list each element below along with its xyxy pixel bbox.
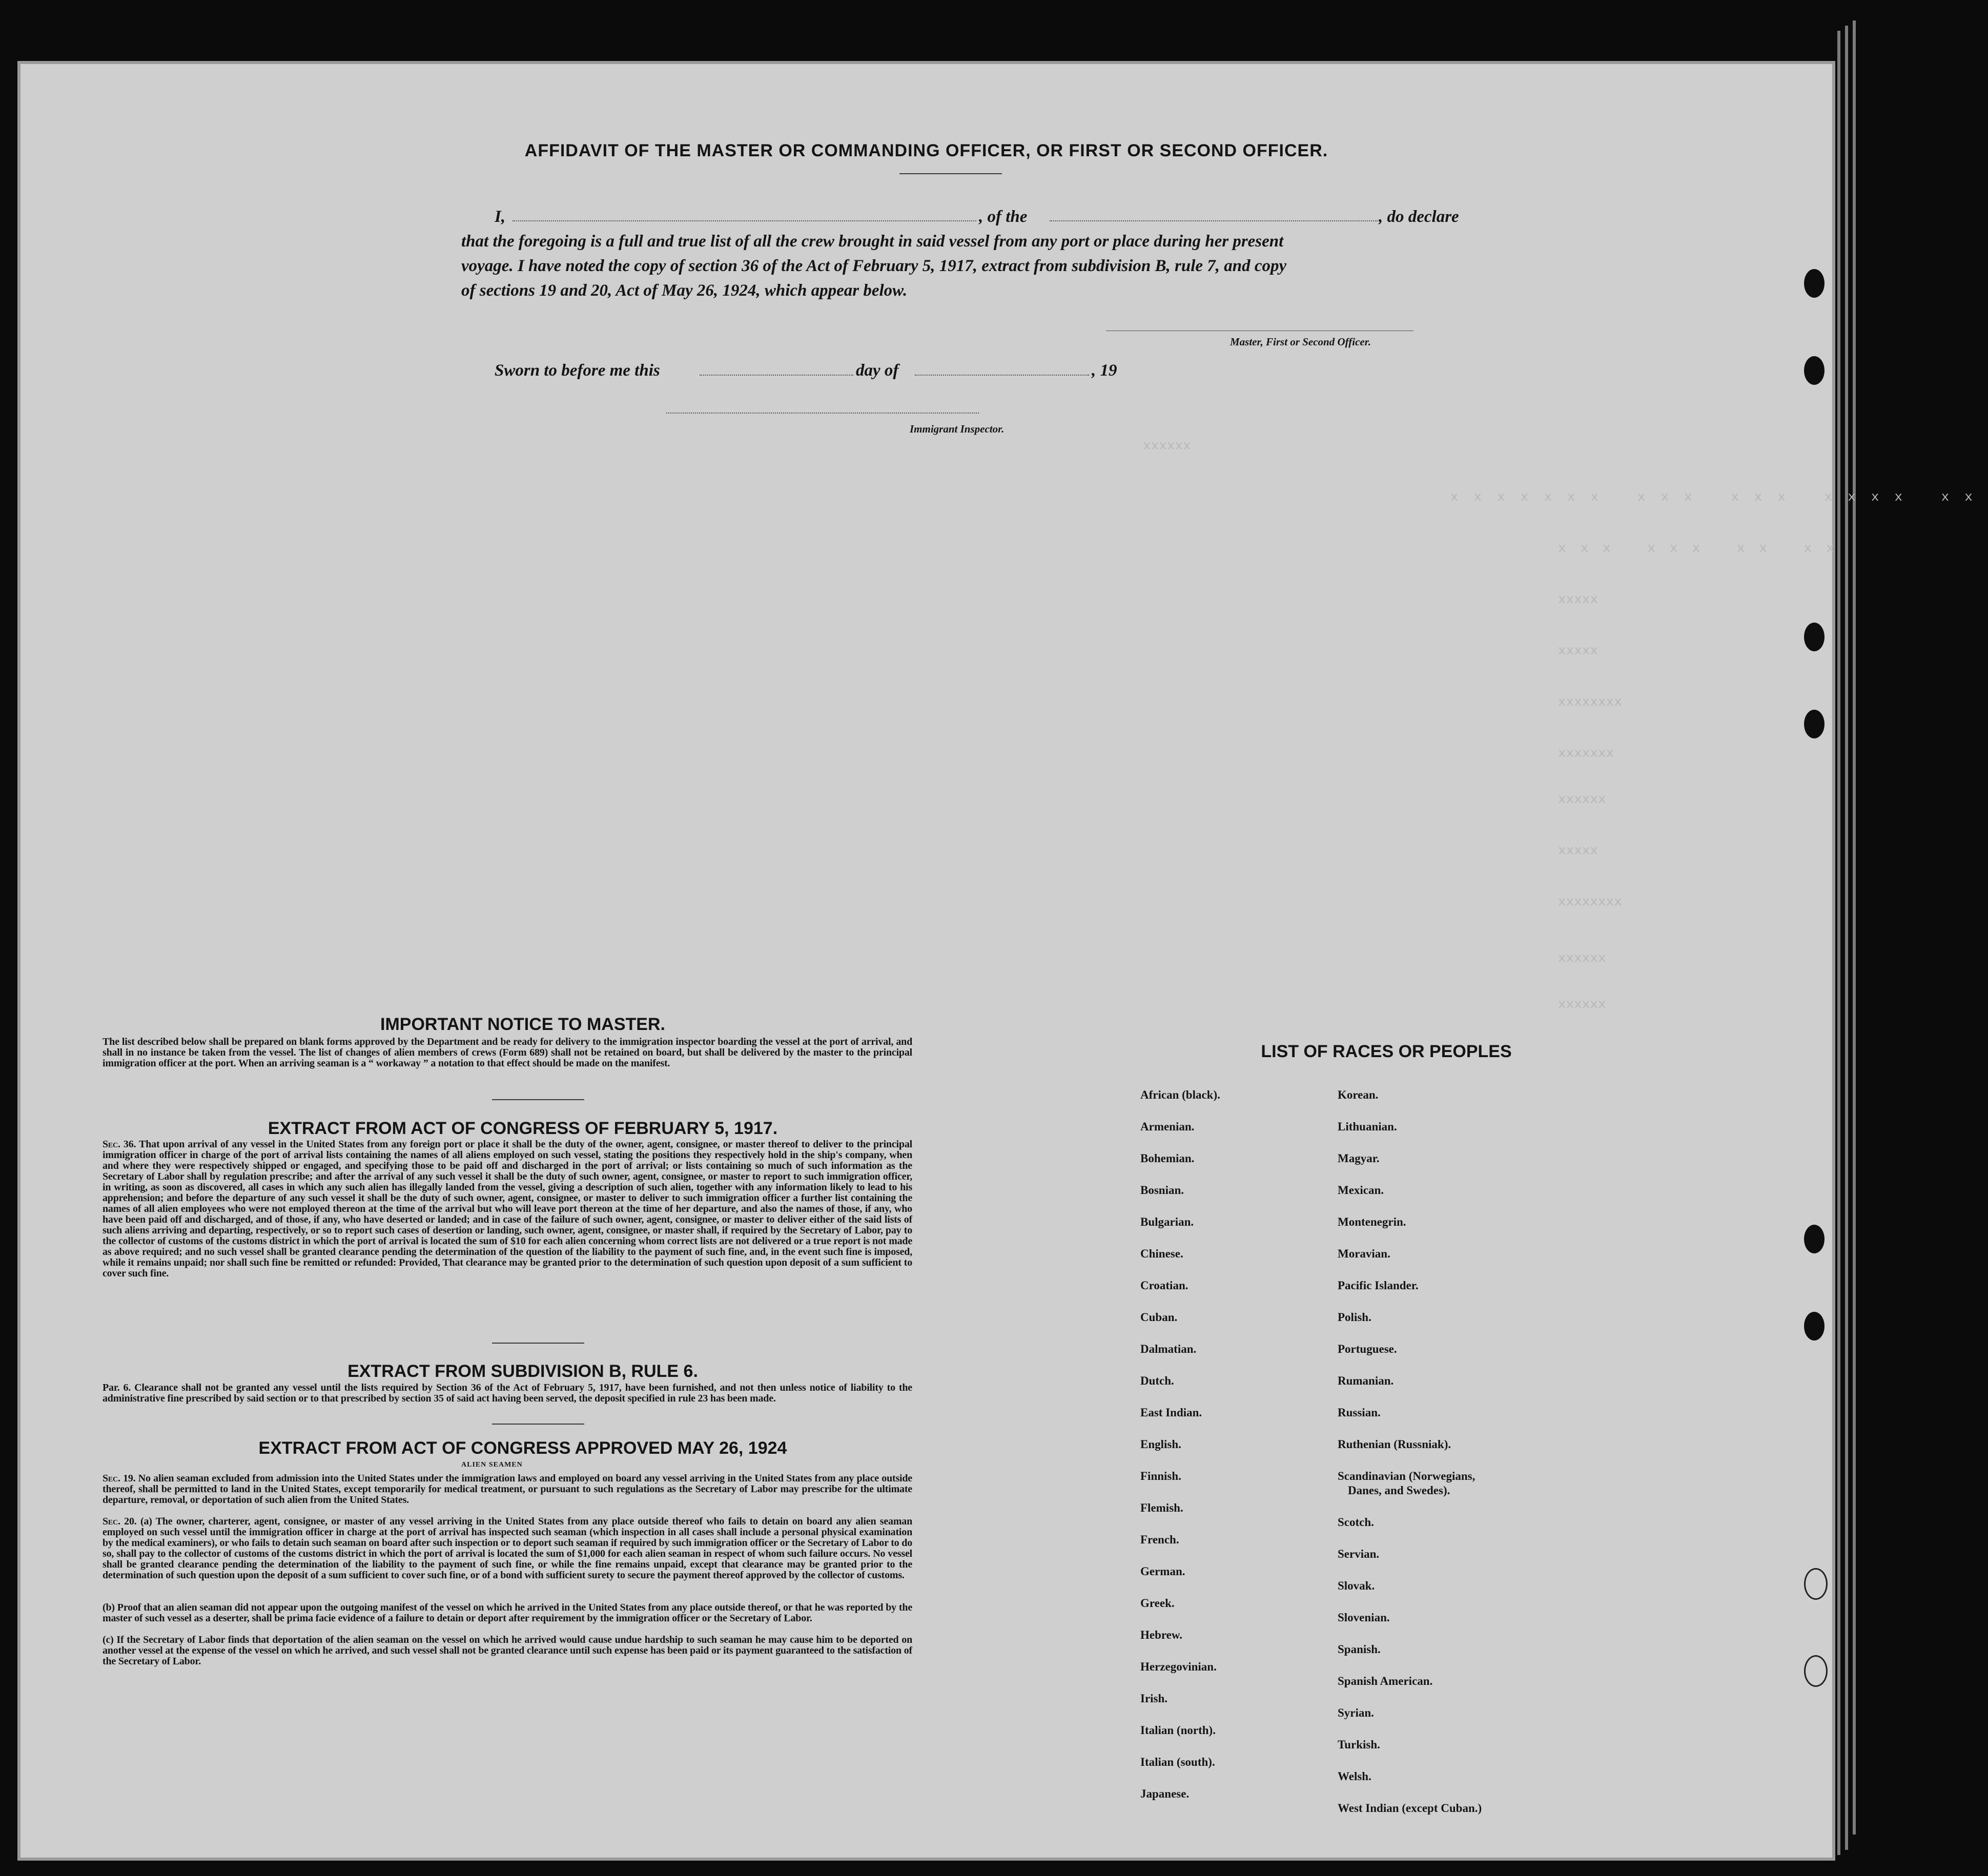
- bleed-through-text: xxxxx: [1558, 843, 1598, 858]
- race-item: Lithuanian.: [1338, 1120, 1397, 1133]
- punch-hole: [1804, 1568, 1828, 1600]
- race-item: Herzegovinian.: [1140, 1660, 1217, 1673]
- race-item: Greek.: [1140, 1597, 1175, 1610]
- punch-hole: [1804, 1225, 1825, 1253]
- race-item: Cuban.: [1140, 1311, 1178, 1324]
- punch-hole: [1804, 1312, 1825, 1341]
- race-item: Ruthenian (Russniak).: [1338, 1438, 1451, 1451]
- extract-1924-sec20a-body: (a) The owner, charterer, agent, consignee, or master of any vessel arriving in the United States from any place outside thereof who fails to detain on board any alien seaman employed on such vessel until the immigration officer in charge at the port of arrival has inspected such seaman (which inspection in all cases shall include a personal physical examination by the medical examiners), or who fails to detain such seaman on board after such inspection or to deport such seaman if required by such immigration officer or the Secretary of Labor to do so, shall pay to the collector of customs of the customs district in which the port of arrival is located the sum of $1,000 for each alien seaman in respect of whom such failure occurs. No vessel shall be granted clearance pending the determination of the liability to the payment of such fine, or while the fine remains unpaid, except that clearance may be granted prior to the determination of such question upon the deposit of a sum sufficient to cover such fine, or of a bond with sufficient surety to secure the payment thereof approved by the collector of customs.: [103, 1516, 913, 1581]
- race-item: Rumanian.: [1338, 1374, 1394, 1387]
- race-item: West Indian (except Cuban.): [1338, 1802, 1482, 1815]
- extract-1924-subtitle: ALIEN SEAMEN: [461, 1461, 523, 1469]
- race-item: Flemish.: [1140, 1501, 1183, 1514]
- decl-of-the-label: , of the: [979, 208, 1028, 226]
- bleed-through-text: xxxxxx: [1558, 792, 1606, 807]
- divider: [492, 1343, 584, 1344]
- sworn-year-label: , 19: [1092, 361, 1117, 380]
- race-item: German.: [1140, 1565, 1185, 1578]
- sworn-month-field[interactable]: [915, 375, 1089, 376]
- race-item: African (black).: [1140, 1088, 1220, 1101]
- document-page: [21, 64, 1988, 1858]
- race-item: Bohemian.: [1140, 1152, 1195, 1165]
- inspector-signature-field[interactable]: [666, 413, 979, 414]
- race-item: Slovak.: [1338, 1579, 1375, 1592]
- extract-1924-sec19-label: Sec. 19.: [103, 1473, 136, 1484]
- bleed-through-text: xxxxxx: [1558, 951, 1606, 966]
- race-item: Turkish.: [1338, 1738, 1380, 1751]
- race-item: Hebrew.: [1140, 1628, 1182, 1641]
- race-item: Dalmatian.: [1140, 1343, 1197, 1355]
- race-item: Moravian.: [1338, 1247, 1390, 1260]
- bleed-through-text: xxxxxx: [1558, 997, 1606, 1012]
- decl-declare-label: , do declare: [1379, 208, 1459, 226]
- race-item: Montenegrin.: [1338, 1215, 1406, 1228]
- extract-1924-sec20c: (c) If the Secretary of Labor finds that deportation of the alien seaman on the vessel on which he arrived would cause undue hardship to such seaman he may cause him to be deported on another vessel at the expense of the vessel on which he arrived, and such vessel shall not be granted clearance until such expense has been paid or its payment guaranteed to the satisfaction of the Secretary of Labor.: [103, 1634, 912, 1667]
- race-item: French.: [1140, 1533, 1179, 1546]
- race-item: Scandinavian (Norwegians,: [1338, 1470, 1475, 1482]
- race-item: Irish.: [1140, 1692, 1168, 1705]
- race-item: English.: [1140, 1438, 1181, 1451]
- race-item: Slovenian.: [1338, 1611, 1390, 1624]
- punch-hole: [1804, 356, 1825, 385]
- race-item: Italian (north).: [1140, 1724, 1216, 1737]
- race-item: Spanish American.: [1338, 1675, 1433, 1687]
- extract-1924-sec19: [103, 1473, 912, 1506]
- decl-line-3: voyage. I have noted the copy of section 36 of the Act of February 5, 1917, extract from subdivision B, rule 7, and copy: [461, 257, 1287, 275]
- extract-1917-title: EXTRACT FROM ACT OF CONGRESS OF FEBRUARY 5, 1917.: [268, 1119, 778, 1138]
- race-item: Dutch.: [1140, 1374, 1174, 1387]
- races-left-column: [1140, 1088, 1220, 1819]
- race-item: Scotch.: [1338, 1516, 1374, 1529]
- races-right-column: [1338, 1088, 1482, 1833]
- race-item: Croatian.: [1140, 1279, 1188, 1292]
- race-item: Japanese.: [1140, 1787, 1190, 1800]
- bleed-through-text: xxxxxxxx: [1558, 694, 1622, 710]
- bleed-through-text: xxxxxxx xxx xxx xxxx xx: [1450, 489, 1988, 505]
- sworn-prefix-label: Sworn to before me this: [495, 361, 660, 380]
- extract-rule6-text: Par. 6. Clearance shall not be granted any vessel until the lists required by Section 36 of the Act of February 5, 1917, have been furnished, and not then unless notice of liability to the administrative fine prescribed by said section or to that prescribed by section 35 of said act having been served, the deposit specified in rule 23 has been made.: [103, 1382, 912, 1404]
- master-signature-label: Master, First or Second Officer.: [1230, 336, 1371, 348]
- master-name-field[interactable]: [513, 220, 976, 221]
- divider: [492, 1099, 584, 1100]
- decl-line-4: of sections 19 and 20, Act of May 26, 1924, which appear below.: [461, 281, 908, 300]
- decl-line-2: that the foregoing is a full and true list of all the crew brought in said vessel from any port or place during her present: [461, 232, 1284, 251]
- sworn-day-field[interactable]: [700, 375, 853, 376]
- sheet-edge: [1845, 26, 1848, 1850]
- race-item: Mexican.: [1338, 1184, 1384, 1197]
- race-item: Russian.: [1338, 1406, 1381, 1419]
- race-item: Bulgarian.: [1140, 1215, 1194, 1228]
- bleed-through-text: xxxxx: [1558, 643, 1598, 658]
- extract-rule6-title: EXTRACT FROM SUBDIVISION B, RULE 6.: [347, 1362, 698, 1381]
- notice-text: The list described below shall be prepared on blank forms approved by the Department and be ready for delivery to the immigration inspector boarding the vessel at the port of arrival, and shall in no instance be taken from the vessel. The list of changes of alien members of crews (Form 689) shall not be retained on board, but shall be delivered by the master to the principal immigration officer at the port. When an arriving seaman is a “ workaway ” a notation to that effect should be made on the manifest.: [103, 1036, 912, 1069]
- race-item: Italian (south).: [1140, 1756, 1215, 1768]
- race-item: Spanish.: [1338, 1643, 1381, 1656]
- punch-hole: [1804, 623, 1825, 651]
- punch-hole: [1804, 1655, 1828, 1687]
- extract-1917-body: That upon arrival of any vessel in the United States from any foreign port or place it shall be the duty of the owner, agent, consignee, or master thereof to deliver to the principal immigration officer in charge of the port of arrival lists containing the names of all aliens employed on such vessel, stating the positions they respectively hold in the ship's company, when and where they were respectively shipped or engaged, and specifying those to be paid off and discharged in the port of arrival; or lists containing so much of such information as the Secretary of Labor shall by regulation prescribe; and after the arrival of any such vessel it shall be the duty of such owner, agent, consignee, or master to report to such immigration officer, in writing, as soon as discovered, all cases in which any such alien has illegally landed from the vessel, giving a description of such alien, together with any information likely to lead to his apprehension; and before the departure of any such vessel it shall be the duty of such owner, agent, consignee, or master to deliver to such immigration officer a further list containing the names of all alien employees who were not employed thereon at the time of the arrival but who will leave port thereon at the time of her departure, and also the names of those, if any, who have been paid off and discharged, and of those, if any, who have deserted or landed; and in case of the failure of such owner, agent, consignee, or master to deliver either of the said lists of such aliens arriving and departing, respectively, or so to report such cases of desertion or landing, such owner, agent, consignee, or master shall, if required by the Secretary of Labor, pay to the collector of customs of the customs district in which the port of arrival is located the sum of $10 for each alien concerning whom correct lists are not delivered or a true report is not made as above required; and no such vessel shall be granted clearance pending the determination of the question of the liability to the payment of such fine, and, in the event such fine is imposed, while it remains unpaid; nor shall such fine be remitted or refunded: Provided, That clearance may be granted prior to the determination of such question upon deposit of a sum sufficient to cover such fine.: [103, 1139, 912, 1279]
- affidavit-title: AFFIDAVIT OF THE MASTER OR COMMANDING OFFICER, OR FIRST OR SECOND OFFICER.: [524, 141, 1328, 160]
- bleed-through-text: xxxxxxxx: [1558, 894, 1622, 910]
- vessel-name-field[interactable]: [1050, 220, 1378, 221]
- race-item: Korean.: [1338, 1088, 1379, 1101]
- extract-1924-sec20-label: Sec. 20.: [103, 1516, 137, 1527]
- race-item: Pacific Islander.: [1338, 1279, 1419, 1292]
- extract-1924-sec19-body: No alien seaman excluded from admission into the United States under the immigration laws and employed on board any vessel arriving in the United States from any place outside thereof, shall be permitted to land in the United States, except temporarily for medical treatment, or pursuant to such regulations as the Secretary of Labor may prescribe for the ultimate departure, removal, or deportation of such alien from the United States.: [103, 1473, 912, 1506]
- race-item: Chinese.: [1140, 1247, 1183, 1260]
- race-item: Armenian.: [1140, 1120, 1195, 1133]
- race-item: Finnish.: [1140, 1470, 1181, 1482]
- race-item: Welsh.: [1338, 1770, 1371, 1783]
- extract-1917-sec-label: Sec. 36.: [103, 1139, 136, 1150]
- decl-i-label: I,: [495, 208, 506, 226]
- race-item: Danes, and Swedes).: [1348, 1484, 1450, 1497]
- race-item: Portuguese.: [1338, 1343, 1397, 1355]
- race-item: Polish.: [1338, 1311, 1371, 1324]
- sheet-edge: [1837, 31, 1840, 1855]
- sworn-day-of-label: day of: [856, 361, 899, 380]
- punch-hole: [1804, 710, 1825, 738]
- divider: [492, 1424, 584, 1425]
- extract-1924-sec20b: (b) Proof that an alien seaman did not appear upon the outgoing manifest of the vessel on which he arrived in the United States from any place outside thereof, or that he was reported by the master of such vessel as a deserter, shall be prima facie evidence of a failure to detain or deport after requirement by the immigration officer or the Secretary of Labor.: [103, 1602, 912, 1624]
- race-item: East Indian.: [1140, 1406, 1202, 1419]
- bleed-through-text: xxxxxxx: [1558, 746, 1614, 761]
- race-item: Magyar.: [1338, 1152, 1380, 1165]
- race-item: Bosnian.: [1140, 1184, 1184, 1197]
- sheet-edge: [1853, 20, 1856, 1834]
- race-item: Syrian.: [1338, 1706, 1374, 1719]
- inspector-label: Immigrant Inspector.: [910, 423, 1005, 435]
- extract-1917-text: [103, 1139, 912, 1279]
- races-title: LIST OF RACES OR PEOPLES: [1261, 1042, 1512, 1061]
- extract-1924-sec20a: [103, 1516, 912, 1581]
- notice-title: IMPORTANT NOTICE TO MASTER.: [380, 1015, 665, 1034]
- bleed-through-text: xxxxxx: [1143, 438, 1191, 453]
- extract-1924-title: EXTRACT FROM ACT OF CONGRESS APPROVED MAY 26, 1924: [258, 1438, 787, 1458]
- divider: [899, 173, 1002, 174]
- bleed-through-text: xxx xxx xx xx: [1558, 541, 1849, 556]
- punch-hole: [1804, 269, 1825, 298]
- bleed-through-text: xxxxx: [1558, 592, 1598, 607]
- race-item: Servian.: [1338, 1548, 1380, 1560]
